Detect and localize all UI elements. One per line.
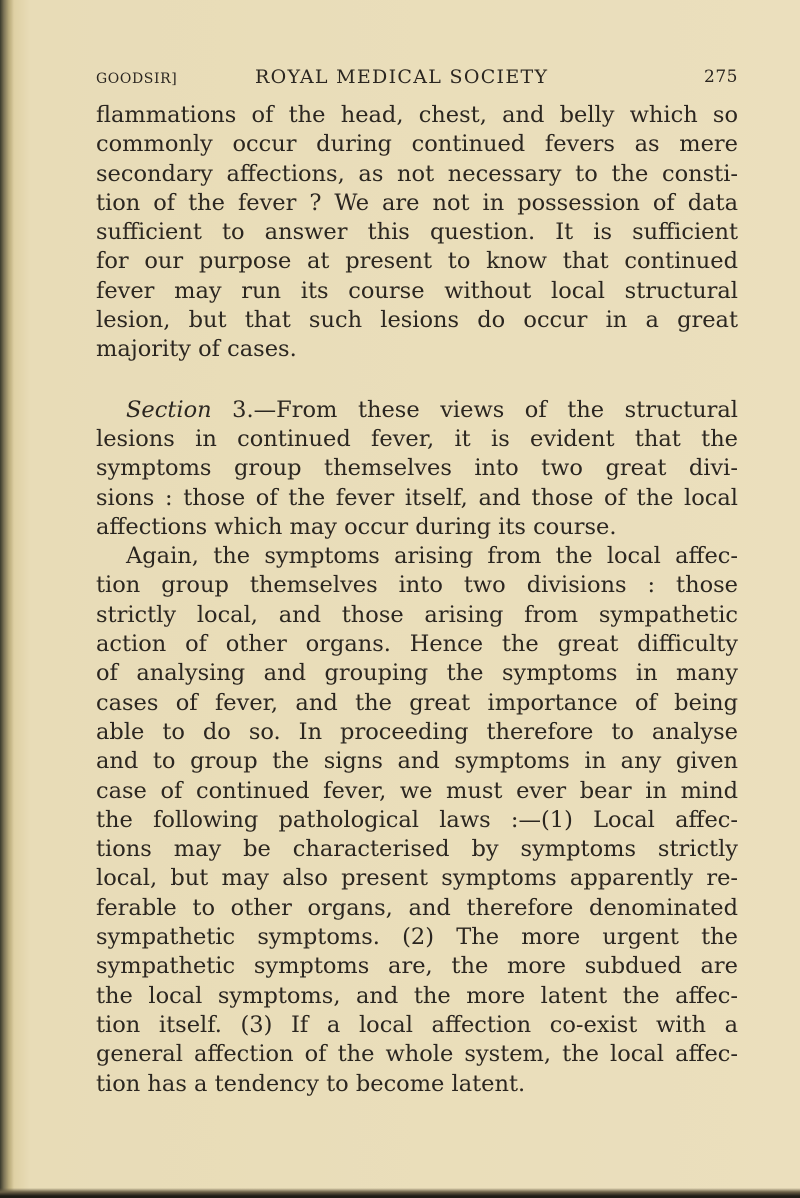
text-line: lesion, but that such lesions do occur in a great (96, 307, 738, 334)
text-line: sympathetic symptoms are, the more subdued are (96, 953, 738, 980)
text-line: action of other organs. Hence the great difficulty (96, 631, 738, 658)
text-line: tion has a tendency to become latent. (96, 1070, 526, 1097)
text-line: flammations of the head, chest, and belly which so (96, 102, 738, 128)
page-number: 275 (704, 67, 738, 87)
binding-gutter-shadow (0, 0, 14, 1198)
text-line: sympathetic symptoms. (2) The more urgent the (96, 924, 738, 951)
text-line: tion of the fever ? We are not in possession of data (96, 189, 738, 216)
text-line: majority of cases. (96, 336, 297, 363)
text-line: able to do so. In proceeding therefore to analyse (96, 718, 738, 745)
text-line: tion itself. (3) If a local affection co-exist with a (96, 1011, 738, 1038)
text-line: and to group the signs and symptoms in any given (96, 748, 738, 775)
text-line: the local symptoms, and the more latent the affec- (96, 982, 738, 1009)
text-line: lesions in continued fever, it is evident that the (96, 425, 738, 452)
text-line: cases of fever, and the great importance of being (96, 689, 738, 716)
running-header (96, 66, 738, 92)
paragraph-2 (96, 396, 738, 542)
text-line: of analysing and grouping the symptoms in many (96, 660, 738, 687)
text-line: general affection of the whole system, the local affec- (96, 1041, 738, 1068)
section-label: Section (126, 396, 212, 423)
text-line: the following pathological laws :—(1) Local affec- (96, 806, 738, 833)
text-line: Again, the symptoms arising from the local affec- (126, 543, 738, 570)
text-line: secondary affections, as not necessary to the consti- (96, 160, 738, 187)
text-line: sions : those of the fever itself, and those of the local (96, 484, 738, 511)
text-line: symptoms group themselves into two great divi- (96, 455, 738, 482)
header-title: ROYAL MEDICAL SOCIETY (255, 66, 549, 88)
text-line (96, 396, 738, 425)
section-heading-text: 3.—From these views of the structural (211, 396, 738, 423)
paragraph-1 (96, 101, 738, 365)
text-line: commonly occur during continued fevers as mere (96, 131, 738, 158)
text-line: strictly local, and those arising from sympathetic (96, 601, 738, 628)
text-line: affections which may occur during its course. (96, 513, 617, 540)
page-bottom-edge (0, 1188, 800, 1198)
paragraph-3 (96, 542, 738, 1099)
text-line: for our purpose at present to know that continued (96, 248, 738, 275)
body-text (96, 101, 738, 1099)
text-line: local, but may also present symptoms apparently re- (96, 865, 738, 892)
header-author: GOODSIR] (96, 71, 178, 87)
text-line: ferable to other organs, and therefore denominated (96, 894, 738, 921)
text-line: tions may be characterised by symptoms strictly (96, 836, 738, 863)
text-line: fever may run its course without local structural (96, 277, 738, 304)
text-line: case of continued fever, we must ever bear in mind (96, 777, 738, 804)
text-line: tion group themselves into two divisions : those (96, 572, 738, 599)
text-line: sufficient to answer this question. It is sufficient (96, 219, 738, 246)
